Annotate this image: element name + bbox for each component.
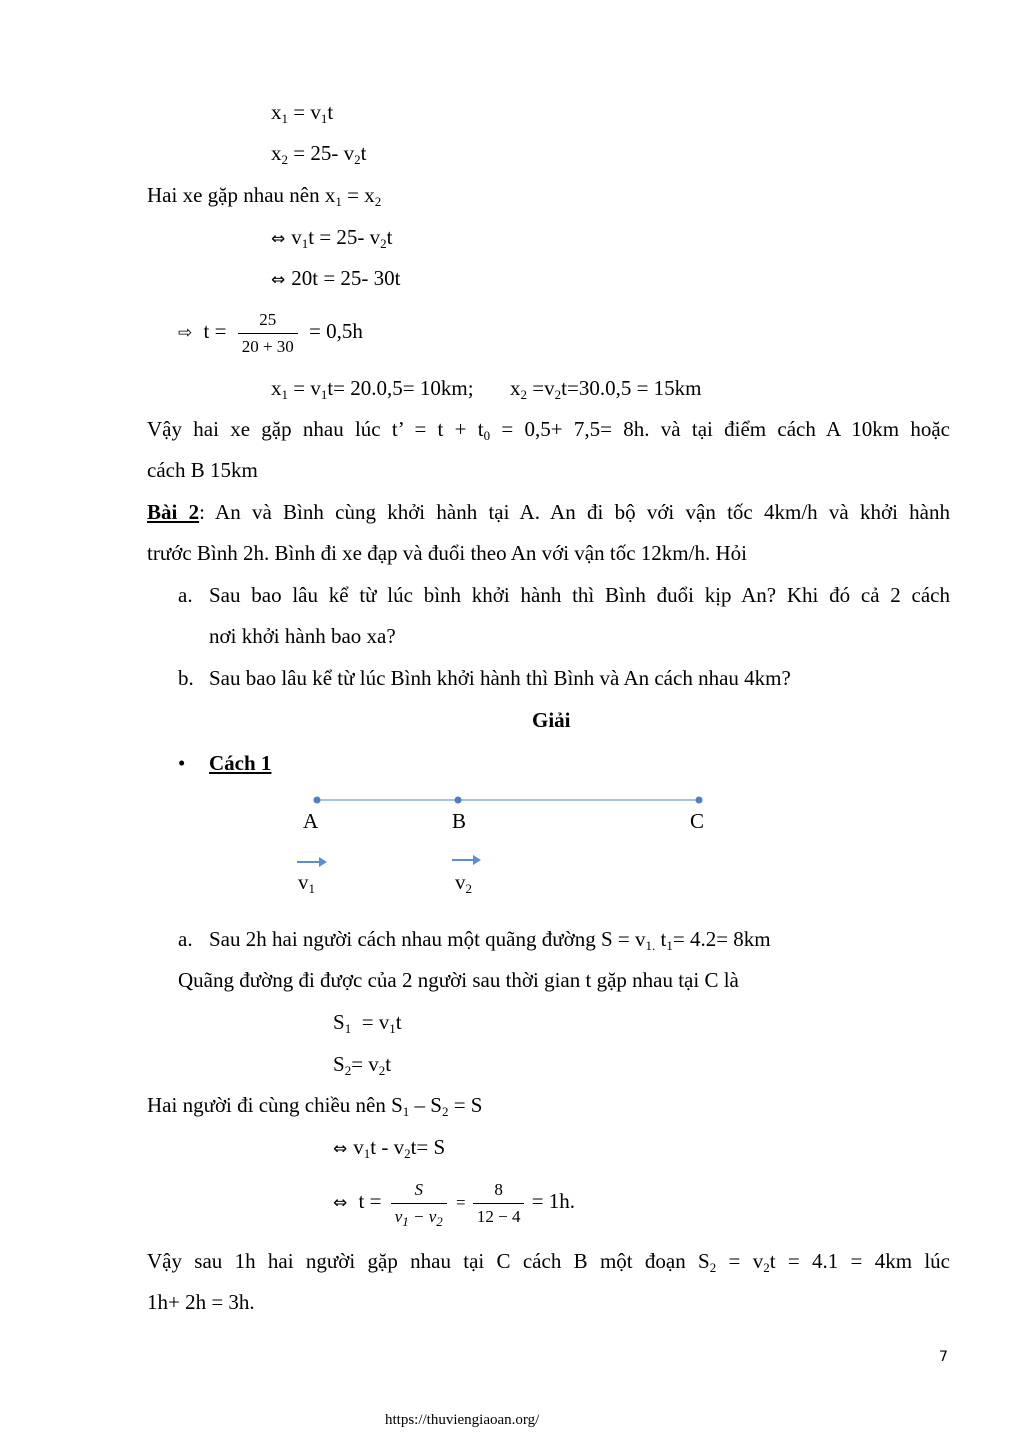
- point-c-dot: [696, 797, 703, 804]
- footer-url[interactable]: https://thuviengiaoan.org/: [385, 1412, 540, 1428]
- final-answer-line-2: 1h+ 2h = 3h.: [147, 1290, 255, 1314]
- label-v2: $v_2$: [455, 870, 472, 896]
- label-point-c: C: [690, 809, 705, 833]
- conclusion-line-1: Vậy hai xe gặp nhau lúc t’ = $t + t_0 = 0,5+ 7,5= 8h$. và tại điểm cách A 10km hoặc: [147, 417, 950, 443]
- distance-results: $x_1 = v_1t= 20.0,5= 10km$; $x_2 =v_2t=30.0,5 = 15km$: [271, 376, 702, 402]
- conclusion-line-2: cách B 15km: [147, 458, 258, 482]
- part-a-line-2: Quãng đường đi được của 2 người sau thời gian t gặp nhau tại C là: [178, 968, 739, 992]
- question-a-label: a.: [178, 583, 193, 607]
- method-1-label: Cách 1: [209, 751, 272, 775]
- equivalence-arrow-icon: ⇔: [271, 270, 286, 290]
- equivalence-arrow-icon: ⇔: [271, 229, 286, 249]
- label-point-a: A: [303, 809, 319, 833]
- question-b-text: Sau bao lâu kể từ lúc Bình khởi hành thì Bình và An cách nhau 4km?: [209, 666, 791, 690]
- equation-x2: $x_2 = 25-$ $v_2t$: [271, 141, 367, 167]
- label-v1: $v_1$: [298, 870, 315, 896]
- final-answer-line-1: Vậy sau 1h hai người gặp nhau tại C cách B một đoạn $S_2 = v_2t = 4.1 = 4km$ lúc: [147, 1249, 951, 1275]
- time-fraction-equation: ⇨ t = $\frac{25}{20 + 30}$ = 0,5h: [178, 309, 363, 356]
- fraction: $\frac{25}{20 + 30}$: [238, 310, 298, 357]
- same-direction-equation: Hai người đi cùng chiều nên $S_1 - S_2 = S$: [147, 1093, 483, 1119]
- question-b-label: b.: [178, 666, 194, 690]
- equivalence-step-2: ⇔ 20t = 25- 30t: [271, 266, 401, 290]
- fraction-8-over-8: $\frac{8}{12 - 4}$: [473, 1180, 525, 1227]
- label-point-b: B: [452, 809, 467, 833]
- part-a-step-2: ⇔ t = $\frac{S}{v_1 - v_2}$ = $\frac{8}{12 - 4}$ = 1h.: [333, 1179, 576, 1229]
- point-b-dot: [455, 797, 462, 804]
- question-a-line-1: Sau bao lâu kể từ lúc bình khởi hành thì Bình đuổi kịp An? Khi đó cả 2 cách: [209, 583, 950, 607]
- problem-2-line-1: Bài 2: An và Bình cùng khởi hành tại A. An đi bộ với vận tốc 4km/h và khởi hành: [147, 500, 951, 524]
- point-a-dot: [314, 797, 321, 804]
- fraction-s-over-v: $\frac{S}{v_1 - v_2}$: [391, 1180, 447, 1227]
- part-a-label: a.: [178, 927, 193, 951]
- solution-heading: Giải: [532, 708, 571, 732]
- equivalence-arrow-icon: ⇔: [333, 1139, 348, 1159]
- equation-s2: $S_2= v_2t$: [333, 1052, 392, 1078]
- equivalence-arrow-icon: ⇔: [333, 1193, 348, 1213]
- meeting-condition: Hai xe gặp nhau nên $x_1 = x_2$: [147, 183, 382, 209]
- bullet-icon: •: [178, 751, 186, 775]
- equation-x1: $x_1 = v_1t$: [271, 100, 334, 126]
- part-a-step-1: ⇔ $v_1t - v_2t= S$: [333, 1135, 446, 1161]
- motion-diagram: [280, 788, 730, 898]
- page-number: 7: [939, 1349, 948, 1365]
- equation-s1: $S_1 = v_1t$: [333, 1010, 402, 1036]
- problem-2-line-2: trước Bình 2h. Bình đi xe đạp và đuổi theo An với vận tốc 12km/h. Hỏi: [147, 541, 747, 565]
- equivalence-step-1: ⇔ $v_1t = 25-$ $v_2t$: [271, 225, 393, 251]
- implies-arrow-icon: ⇨: [178, 323, 193, 343]
- method-1-heading: [178, 751, 185, 775]
- problem-2-label: Bài 2: [147, 500, 200, 524]
- part-a-text: Sau 2h hai người cách nhau một quãng đường $S = v_{1.}$ $t_1= 4.2= 8km$: [209, 927, 771, 953]
- question-a-line-2: nơi khởi hành bao xa?: [209, 624, 396, 648]
